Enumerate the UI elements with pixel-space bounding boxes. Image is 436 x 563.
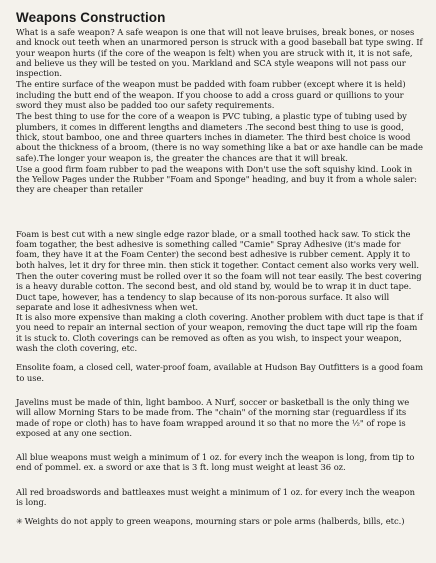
paragraph-outer-covering: Then the outer covering must be rolled over it so the foam will not tear easily. The best covering is a heavy durable cotton. The second best, and old stand by, would be to wrap it in duct tape. Duct tape, however, has a tendency to slap because of its non-porous surface. It also will separate and lose it adhesivness when wet. [16, 270, 422, 312]
paragraph-ensolite-foam: Ensolite foam, a closed cell, water-proof foam, available at Hudson Bay Outfitters is a good foam to use. [16, 362, 423, 383]
footnote-text: Weights do not apply to green weapons, mourning stars or pole arms (halberds, bills, etc.) [24, 516, 405, 527]
paragraph-safe-weapon: What is a safe weapon? A safe weapon is one that will not leave bruises, break bones, or noses and knock out teeth when an unarmored person is struck with a good baseball bat type swing. If your weapon hurts (if the core of the weapon is felt) when you are struck with it, it is not safe, and believe us they will be tested on you. Markland and SCA style weapons will not pass our inspection. [16, 27, 423, 79]
paragraph-foam-rubber: Use a good firm foam rubber to pad the weapons with Don't use the soft squishy kind. Look in the Yellow Pages under the Rubber "Foam and Sponge" heading, and buy it from a whole saler: they are cheaper than retailer [16, 163, 417, 195]
footnote [16, 516, 423, 527]
page-title: Weapons Construction [16, 10, 166, 25]
paragraph-padding: The entire surface of the weapon must be padded with foam rubber (except where it is held) including the butt end of the weapon. If you choose to add a cross guard or quillions to your sword they must also be padded too our safety requirements. [16, 79, 406, 111]
paragraph-duct-tape: It is also more expensive than making a cloth covering. Another problem with duct tape is that if you need to repair an internal section of your weapon, removing the duct tape will rip the foam it is stuck to. Cloth coverings can be removed as often as you wish, to inspect your weapon, wash the cloth covering, etc. [16, 312, 423, 354]
paragraph-javelins-morning-stars: Javelins must be made of thin, light bamboo. A Nurf, soccer or basketball is the only thing we will allow Morning Stars to be made from. The "chain" of the morning star (reguardless if its made of rope or cloth) has to have foam wrapped around it so that no more the ½" of rope is exposed at any one section. [16, 396, 410, 438]
paragraph-red-weapons-weight: All red broadswords and battleaxes must weight a minimum of 1 oz. for every inch the weapon is long. [16, 486, 415, 507]
paragraph-blue-weapons-weight: All blue weapons must weigh a minimum of 1 oz. for every inch the weapon is long, from tip to end of pommel. ex. a sword or axe that is 3 ft. long must weight at least 36 oz. [16, 452, 415, 473]
paragraph-core-materials: The best thing to use for the core of a weapon is PVC tubing, a plastic type of tubing used by plumbers, it comes in different lengths and diameters .The second best thing to use is good, thick, stout bamboo, one and three quarters inches in diameter. The third best choice is wood about the thickness of a broom, (there is no way something like a bat or axe handle can be made safe).The longer your weapon is, the greater the chances are that it will break. [16, 111, 423, 163]
asterisk-icon: ✳ [16, 517, 23, 527]
paragraph-cutting-foam: Foam is best cut with a new single edge razor blade, or a small toothed hack saw. To stick the foam togather, the best adhesive is something called "Camie" Spray Adhesive (it's made for foam, they have it at the Foam Center) the second best adhesive is rubber cement. Apply it to both halves, let it dry for three min. then stick it together. Contact cement also works very well. [16, 228, 419, 270]
